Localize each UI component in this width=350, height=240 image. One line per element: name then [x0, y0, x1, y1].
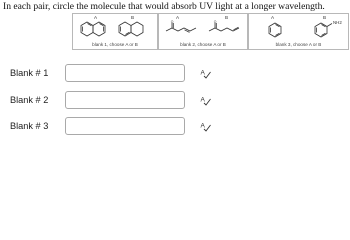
- pair-2-label-a: A: [176, 15, 180, 20]
- blank-1-input[interactable]: [65, 64, 185, 82]
- pair-2-molecule-a: [162, 20, 202, 36]
- pair-1-molecule-a: [77, 19, 113, 39]
- pair-2-panel: [158, 13, 248, 50]
- pair-3-panel: [248, 13, 349, 50]
- svg-text:A: A: [200, 96, 205, 104]
- spellcheck-icon[interactable]: [200, 95, 211, 106]
- pair-2-caption: blank 2, choose A or B: [180, 42, 226, 47]
- blank-1-label: Blank # 1: [10, 68, 49, 78]
- question-text: In each pair, circle the molecule that would absorb UV light at a longer wavelength.: [3, 1, 325, 12]
- pair-1-label-b: B: [131, 15, 135, 20]
- pair-3-label-a: A: [271, 15, 275, 20]
- pair-3-substituent-nh2: NH2: [333, 20, 342, 25]
- svg-text:O: O: [170, 20, 174, 24]
- pair-3-label-b: B: [323, 15, 327, 20]
- svg-text:A: A: [200, 122, 205, 130]
- pair-1-label-a: A: [94, 15, 98, 20]
- svg-text:A: A: [200, 69, 205, 77]
- blank-2-input[interactable]: [65, 91, 185, 109]
- pair-3-molecule-a: [263, 20, 291, 40]
- pair-1-molecule-b: [115, 19, 153, 39]
- blank-3-label: Blank # 3: [10, 121, 49, 131]
- pair-2-molecule-b: [205, 20, 245, 36]
- spellcheck-icon[interactable]: [200, 68, 211, 79]
- blank-2-label: Blank # 2: [10, 95, 49, 105]
- pair-1-panel: [72, 13, 158, 50]
- pair-2-label-b: B: [225, 15, 229, 20]
- pair-1-caption: blank 1, choose A or B: [92, 42, 138, 47]
- blank-3-input[interactable]: [65, 117, 185, 135]
- spellcheck-icon[interactable]: [200, 121, 211, 132]
- pair-3-caption: blank 3, choose A or B: [275, 42, 322, 47]
- svg-text:O: O: [213, 20, 217, 24]
